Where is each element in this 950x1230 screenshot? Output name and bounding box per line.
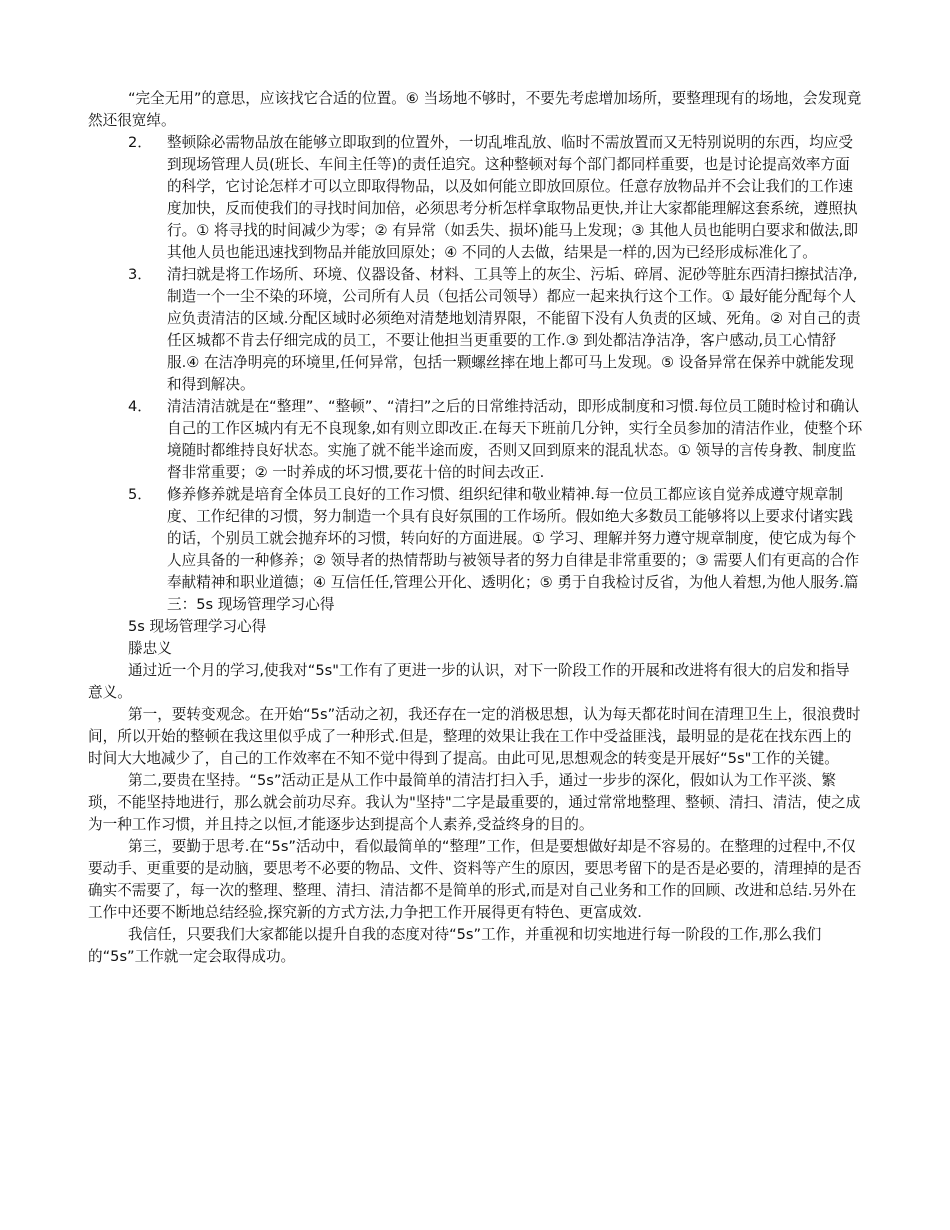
- list-item-text: 整顿除必需物品放在能够立即取到的位置外，一切乱堆乱放、临时不需放置而又无特别说明的东西，均应受到现场管理人员(班长、车间主任等)的责任追究。这种整顿对每个部门都同样重要，也是讨论提高效率方面的科学，它讨论怎样才可以立即取得物品，以及如何能立即放回原位。任意存放物品并不会让我们的工作速度加快，反而使我们的寻找时间加倍，必须思考分析怎样拿取物品更快,并让大家都能理解这套系统，遵照执行。① 将寻找的时间减少为零；② 有异常（如丢失、损坏)能马上发现；③ 其他人员也能明白要求和做法,即其他人员也能迅速找到物品并能放回原处；④ 不同的人去做，结果是一样的,因为已经形成标准化了。: [167, 134, 859, 261]
- document-page: [88, 88, 863, 968]
- list-item-text: 清扫就是将工作场所、环境、仪器设备、材料、工具等上的灰尘、污垢、碎屑、泥砂等脏东西清扫擦拭洁净,制造一个一尘不染的环境，公司所有人员（包括公司领导）都应一起来执行这个工作。① 最好能分配每个人应负责清洁的区域.分配区域时必须绝对清楚地划清界限，不能留下没有人负责的区域、死角。② 对自己的责任区城都不肯去仔细完成的员工，不要让他担当更重要的工作.③ 到处都洁净洁净，客户感动,员工心情舒服.④ 在洁净明亮的环境里,任何异常，包括一颗螺丝摔在地上都可马上发现。⑤ 设备异常在保养中就能发现和得到解决。: [167, 266, 861, 393]
- list-item-text: 清洁清洁就是在“整理”、“整顿”、“清扫”之后的日常维持活动，即形成制度和习惯.每位员工随时检讨和确认自己的工作区城内有无不良现象,如有则立即改正.在每天下班前几分钟，实行全员参加的清洁作业，使整个环境随时都维持良好状态。实施了就不能半途而废，否则又回到原来的混乱状态。① 领导的言传身教、制度监督非常重要；② 一时养成的坏习惯,要花十倍的时间去改正.: [167, 398, 863, 481]
- body-paragraph: 第一，要转变观念。在开始“5s”活动之初，我还存在一定的消极思想，认为每天都花时间在清理卫生上，很浪费时间，所以开始的整顿在我这里似乎成了一种形式.但是，整理的效果让我在工作中受益匪浅，最明显的是花在找东西上的时间大大地减少了，自己的工作效率在不知不觉中得到了提高。由此可见,思想观念的转变是开展好“5s"工作的关键。: [88, 706, 861, 767]
- body-paragraph: 第三，要勤于思考.在“5s”活动中，看似最简单的“整理”工作，但是要想做好却是不容易的。在整理的过程中,不仅要动手、更重要的是动脑，要思考不必要的物品、文件、资料等产生的原因，要思考留下的是否是必要的，清理掉的是否确实不需要了，每一次的整理、整理、清扫、清洁都不是简单的形式,而是对自己业务和工作的回顾、改进和总结.另外在工作中还要不断地总结经验,探究新的方式方法,力争把工作开展得更有特色、更富成效.: [88, 838, 862, 921]
- list-item: [88, 132, 863, 264]
- body-paragraph: 第二,要贵在坚持。“5s”活动正是从工作中最简单的清洁打扫入手，通过一步步的深化，假如认为工作平淡、繁琐，不能坚持地进行，那么就会前功尽弃。我认为"坚持"二字是最重要的，通过常常地整理、整顿、清扫、清洁，使之成为一种工作习惯，并且持之以恒,才能逐步达到提高个人素养,受益终身的目的。: [88, 772, 861, 833]
- body-paragraph: 通过近一个月的学习,使我对“5s"工作有了更进一步的认识，对下一阶段工作的开展和改进将有很大的启发和指导意义。: [88, 662, 850, 701]
- list-number: 3．: [128, 266, 152, 283]
- intro-paragraph: “完全无用”的意思，应该找它合适的位置。⑥ 当场地不够时，不要先考虑增加场所，要整理现有的场地，会发现竟然还很宽绰。: [88, 90, 862, 129]
- list-item: [88, 484, 863, 616]
- list-item: [88, 264, 863, 396]
- list-number: 2．: [128, 134, 152, 151]
- author-name: 滕忠义: [128, 640, 172, 657]
- list-item: [88, 396, 863, 484]
- list-number: 5．: [128, 486, 152, 503]
- body-paragraph: 我信任，只要我们大家都能以提升自我的态度对待“5s”工作，并重视和切实地进行每一阶段的工作,那么我们的“5s”工作就一定会取得成功。: [88, 926, 822, 965]
- list-number: 4．: [128, 398, 152, 415]
- list-item-text: 修养修养就是培育全体员工良好的工作习惯、组织纪律和敬业精神.每一位员工都应该自觉养成遵守规章制度、工作纪律的习惯，努力制造一个具有良好氛围的工作场所。假如绝大多数员工能够将以上要求付诸实践的话，个别员工就会抛弃坏的习惯，转向好的方面进展。① 学习、理解并努力遵守规章制度，使它成为每个人应具备的一种修养；② 领导者的热情帮助与被领导者的努力自律是非常重要的；③ 需要人们有更高的合作奉献精神和职业道德；④ 互信任任,管理公开化、透明化；⑤ 勇于自我检讨反省，为他人着想,为他人服务.篇三：5s 现场管理学习心得: [167, 486, 860, 613]
- section-title: 5s 现场管理学习心得: [128, 618, 267, 635]
